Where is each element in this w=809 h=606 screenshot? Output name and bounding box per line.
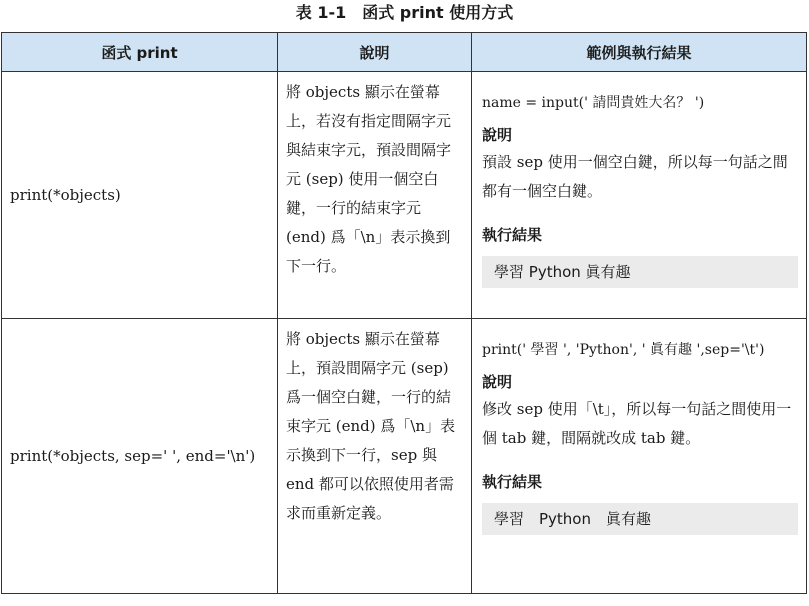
description-text: 將 objects 顯示在螢幕上，若沒有指定間隔字元與結束字元，預設間隔字元 (sep) 使用一個空白鍵，一行的結束字元 (end) 爲「\n」表示換到下一行。 [286,83,452,275]
result-label: 執行結果 [482,473,543,491]
example-code: print(' 學習 ', 'Python', ' 眞有趣 ',sep='\t') [482,342,765,358]
header-description: 說明 [278,33,472,72]
description-cell [278,72,472,319]
example-cell [472,72,807,319]
description-cell [278,319,472,594]
note-label: 說明 [482,373,513,391]
note-label: 說明 [482,126,513,144]
note-text: 預設 sep 使用一個空白鍵，所以每一句話之間都有一個空白鍵。 [482,153,788,200]
print-usage-table [1,32,807,594]
header-function: 函式 print [2,33,278,72]
result-output: 學習 Python 眞有趣 [482,503,798,535]
header-example: 範例與執行結果 [472,33,807,72]
function-signature: print(*objects) [2,72,278,319]
example-code: name = input(' 請問貴姓大名？ ') [482,95,705,111]
header-row [2,33,807,72]
result-label: 執行結果 [482,226,543,244]
function-signature: print(*objects, sep=' ', end='\n') [2,319,278,594]
table-row [2,319,807,594]
example-cell [472,319,807,594]
table-row [2,72,807,319]
note-text: 修改 sep 使用「\t」，所以每一句話之間使用一個 tab 鍵，間隔就改成 tab 鍵。 [482,400,792,447]
result-output: 學習 Python 眞有趣 [482,256,798,288]
table-caption: 表 1-1 函式 print 使用方式 [295,3,514,22]
description-text: 將 objects 顯示在螢幕上，預設間隔字元 (sep) 爲一個空白鍵，一行的結束字元 (end) 爲「\n」表示換到下一行，sep 與 end 都可以依照使用者需求而重新定義。 [286,330,456,522]
